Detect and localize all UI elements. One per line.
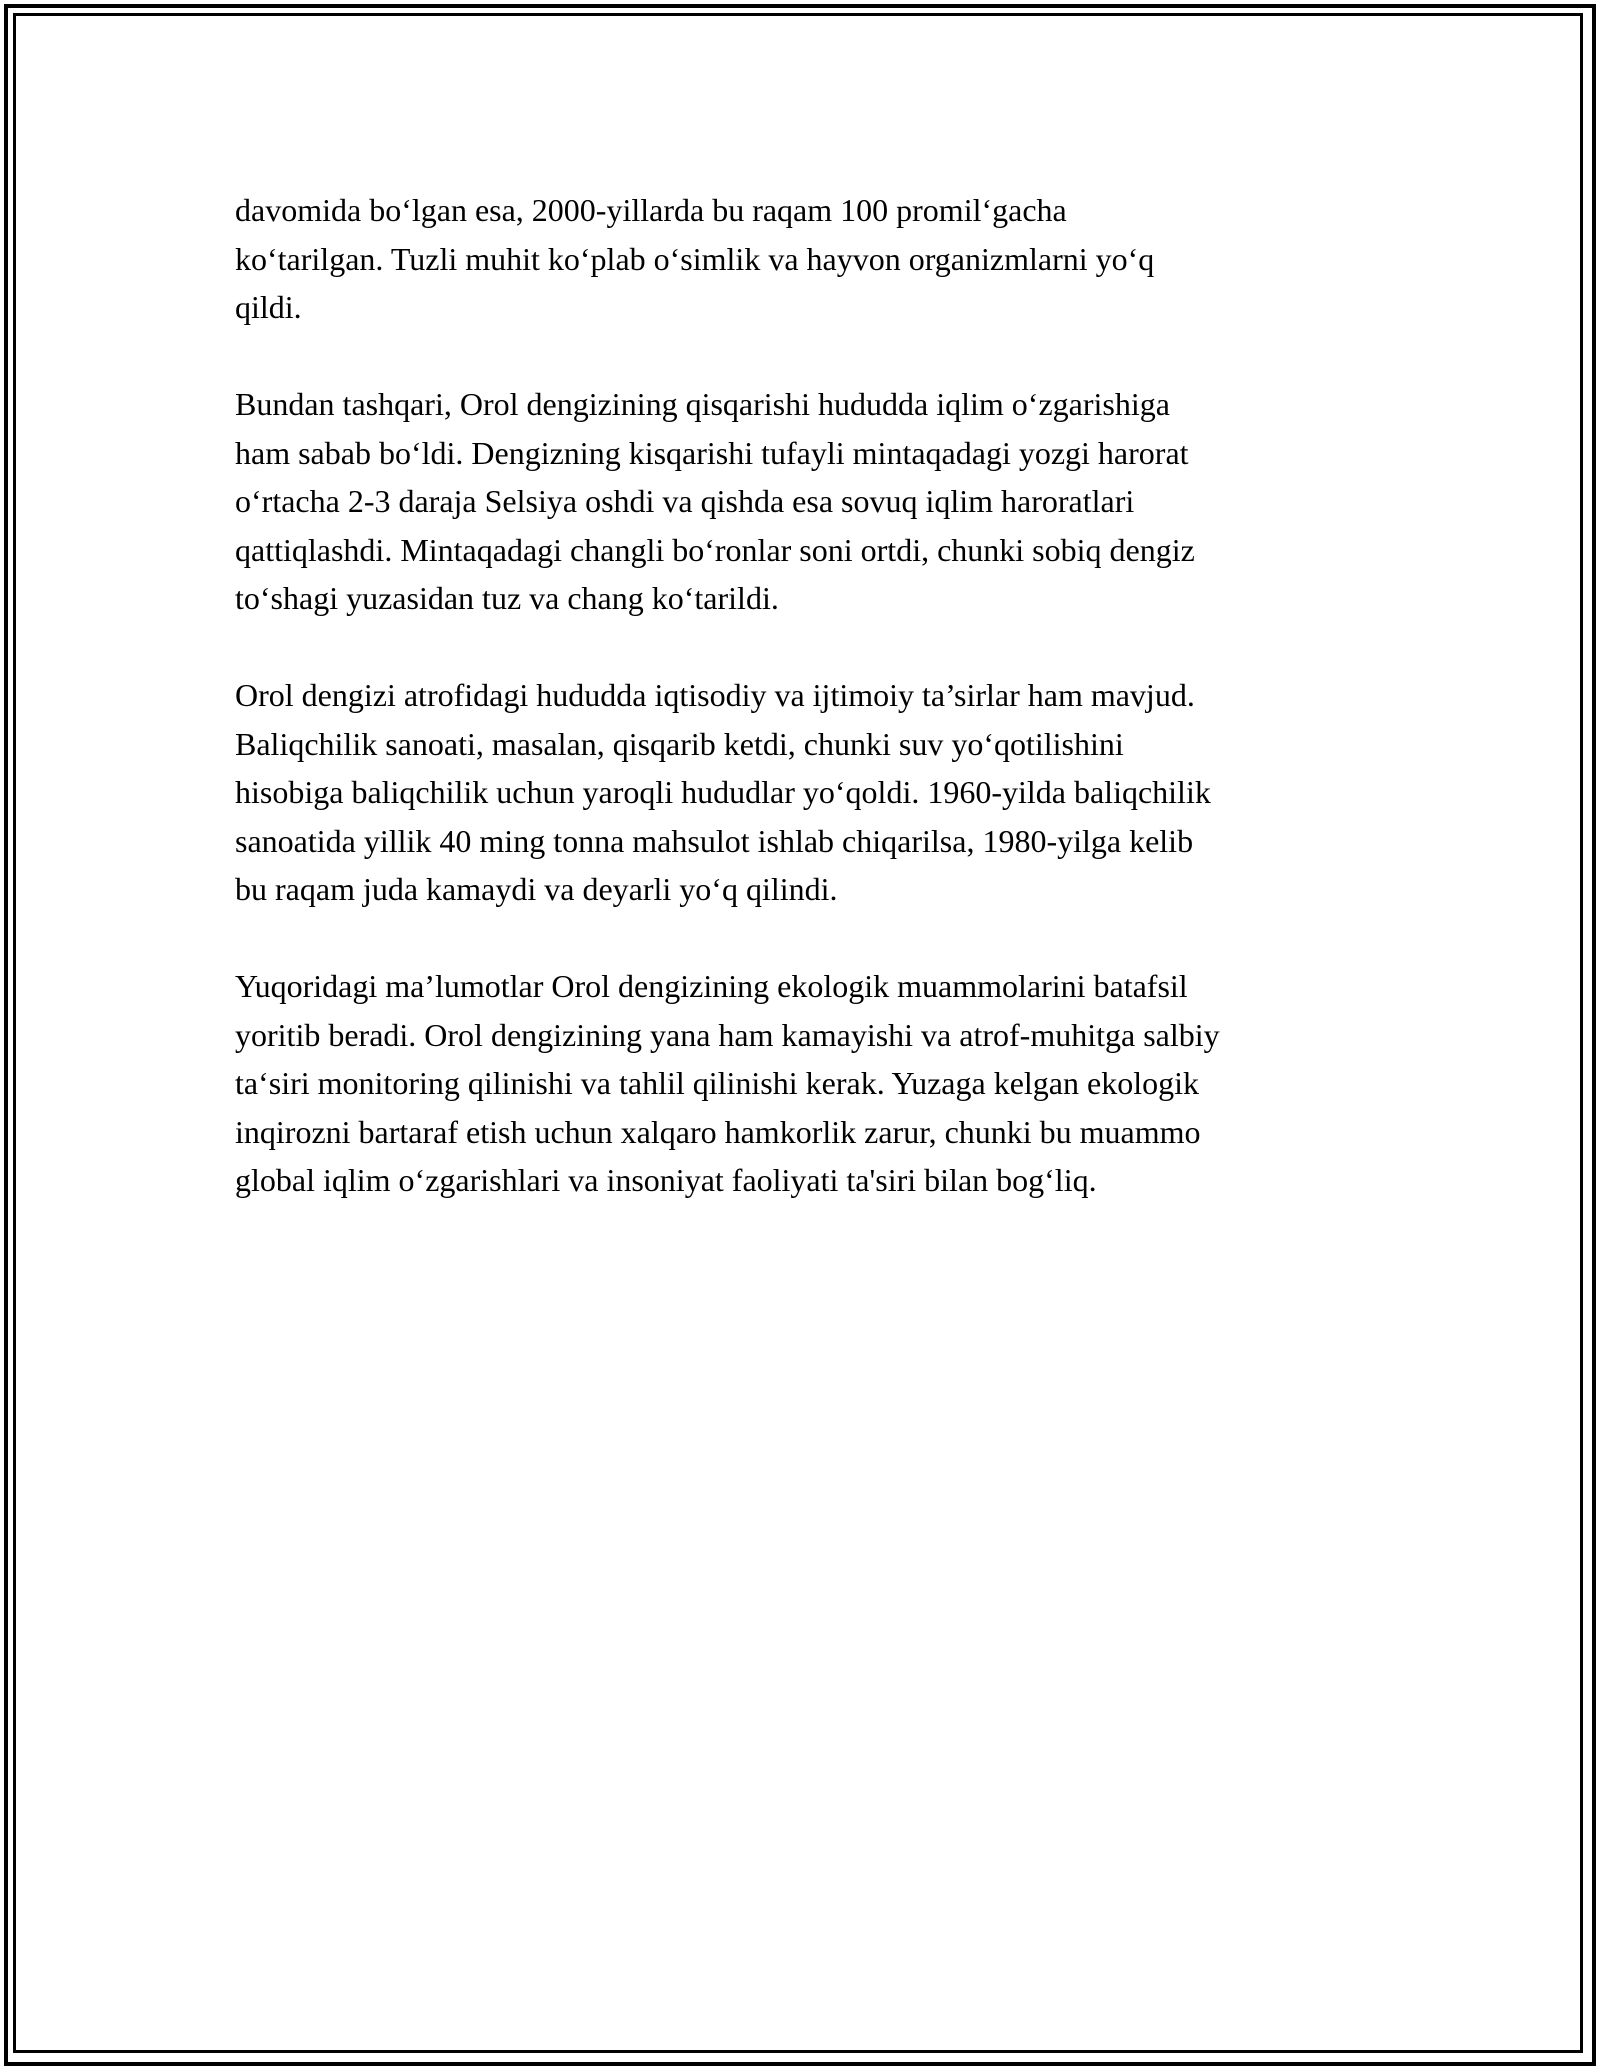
text-line: ham sabab bo‘ldi. Dengizning kisqarishi tufayli mintaqadagi yozgi harorat [235,434,1189,471]
text-line: o‘rtacha 2-3 daraja Selsiya oshdi va qishda esa sovuq iqlim haroratlari [235,483,1135,519]
text-line: davomida bo‘lgan esa, 2000-yillarda bu raqam 100 promil‘gacha [235,192,1067,228]
text-line: Yuqoridagi ma’lumotlar Orol dengizining ekologik muammolarini batafsil [235,968,1188,1004]
text-line: inqirozni bartaraf etish uchun xalqaro hamkorlik zarur, chunki bu muammo [235,1113,1201,1150]
document-body [235,186,1375,1253]
text-line: to‘shagi yuzasidan tuz va chang ko‘tarildi. [235,580,779,616]
paragraph-climate [235,380,1375,623]
text-line: bu raqam juda kamaydi va deyarli yo‘q qilindi. [235,871,838,907]
text-line: sanoatida yillik 40 ming tonna mahsulot ishlab chiqarilsa, 1980-yilga kelib [235,822,1194,859]
text-line: Bundan tashqari, Orol dengizining qisqarishi hududda iqlim o‘zgarishiga [235,386,1170,422]
text-line: yoritib beradi. Orol dengizining yana ham kamayishi va atrof-muhitga salbiy [235,1016,1220,1053]
paragraph-conclusion [235,962,1375,1205]
paragraph-salinity [235,186,1375,332]
paragraph-economy [235,671,1375,914]
text-line: Baliqchilik sanoati, masalan, qisqarib ketdi, chunki suv yo‘qotilishini [235,725,1124,762]
text-line: ta‘siri monitoring qilinishi va tahlil qilinishi kerak. Yuzaga kelgan ekologik [235,1065,1199,1101]
text-line: Orol dengizi atrofidagi hududda iqtisodiy va ijtimoiy ta’sirlar ham mavjud. [235,677,1195,713]
text-line: hisobiga baliqchilik uchun yaroqli hududlar yo‘qoldi. 1960-yilda baliqchilik [235,774,1211,810]
text-line: qattiqlashdi. Mintaqadagi changli bo‘ronlar soni ortdi, chunki sobiq dengiz [235,531,1195,568]
text-line: global iqlim o‘zgarishlari va insoniyat faoliyati ta'siri bilan bog‘liq. [235,1162,1097,1198]
text-line: qildi. [235,289,302,325]
text-line: ko‘tarilgan. Tuzli muhit ko‘plab o‘simlik va hayvon organizmlarni yo‘q [235,240,1155,277]
